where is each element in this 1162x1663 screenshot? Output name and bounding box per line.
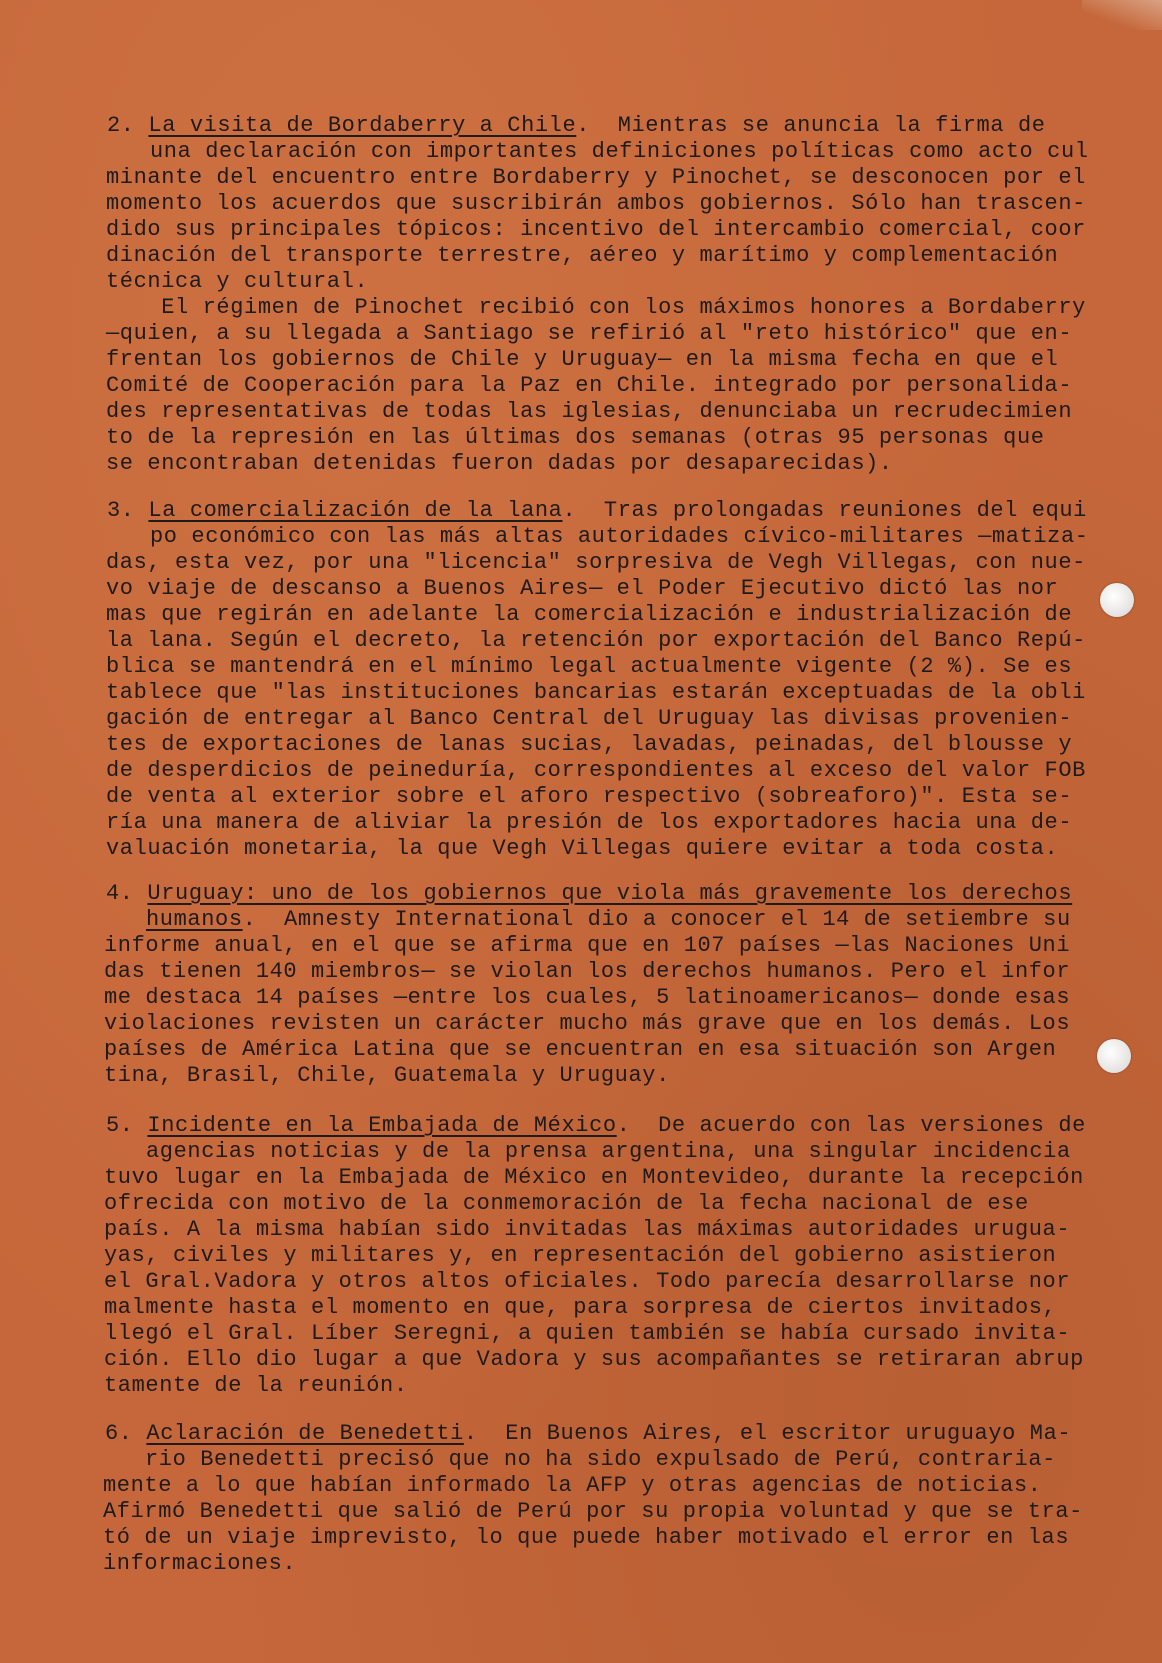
paragraph-line: to de la represión en las últimas dos semanas (otras 95 personas que [106,425,1045,450]
section-title-continued: humanos [146,907,243,932]
paragraph-line: mente a lo que habían informado la AFP y otras agencias de noticias. [103,1473,1042,1498]
paragraph-line: ría una manera de aliviar la presión de los exportadores hacia una de- [106,810,1073,835]
section-first-line-text: . Tras prolongadas reuniones del equi [562,498,1087,523]
section-title: La visita de Bordaberry a Chile [148,113,577,138]
paragraph-line: tes de exportaciones de lanas sucias, lavadas, peinadas, del blousse y [106,732,1073,757]
paragraph-line: técnica y cultural. [106,269,369,294]
paragraph-line: tuvo lugar en la Embajada de México en Montevideo, durante la recepción [104,1165,1084,1190]
section-first-line-text: . Amnesty International dio a conocer el 14 de setiembre su [242,907,1071,932]
section-title: Incidente en la Embajada de México [147,1113,617,1138]
paragraph-line: —quien, a su llegada a Santiago se refirió al "reto histórico" que en- [106,321,1073,346]
paragraph-line: dinación del transporte terrestre, aéreo y marítimo y complementación [106,243,1059,268]
paragraph-line: la lana. Según el decreto, la retención por exportación del Banco Repú- [106,628,1086,653]
paragraph-line: una declaración con importantes definiciones políticas como acto cul [150,139,1089,164]
paragraph-line: malmente hasta el momento en que, para sorpresa de ciertos invitados, [104,1295,1057,1320]
paragraph-line: das, esta vez, por una "licencia" sorpresiva de Vegh Villegas, con nue- [106,550,1086,575]
paragraph-line: tablece que "las instituciones bancarias estarán exceptuadas de la obli [106,680,1086,705]
section-heading-line [105,1421,1071,1447]
paragraph-line: Afirmó Benedetti que salió de Perú por su propia voluntad y que se tra- [103,1499,1083,1524]
paragraph-line: tó de un viaje imprevisto, lo que puede haber motivado el error en las [103,1525,1070,1550]
section-number: 4. [106,881,134,906]
paragraph-line: des representativas de todas las iglesias, denunciaba un recrudecimien [106,399,1073,424]
paragraph-line: el Gral.Vadora y otros altos oficiales. Todo parecía desarrollarse nor [104,1269,1071,1294]
section-number: 6. [105,1421,133,1446]
paragraph-line: se encontraban detenidas fueron dadas por desaparecidas). [106,451,893,476]
section-4 [0,881,1162,1088]
section-2 [0,113,1162,476]
paragraph-line: mas que regirán en adelante la comercialización e industrialización de [106,602,1073,627]
paragraph-line: blica se mantendrá en el mínimo legal actualmente vigente (2 %). Se es [106,654,1073,679]
paragraph-line: país. A la misma habían sido invitadas las máximas autoridades urugua- [104,1217,1071,1242]
spacer [135,498,149,523]
section-heading-line [106,1113,1086,1139]
paragraph-line: ofrecida con motivo de la conmemoración de la fecha nacional de ese [104,1191,1029,1216]
paragraph-line: valuación monetaria, la que Vegh Villegas quiere evitar a toda costa. [106,836,1059,861]
paragraph-line: El régimen de Pinochet recibió con los máximos honores a Bordaberry [106,295,1086,320]
section-number: 3. [107,498,135,523]
spacer [135,113,149,138]
section-6 [0,1421,1162,1576]
paragraph-line: momento los acuerdos que suscribirán ambos gobiernos. Sólo han trascen- [106,191,1086,216]
paragraph-line: informe anual, en el que se afirma que en 107 países —las Naciones Uni [104,933,1071,958]
paragraph-line: frentan los gobiernos de Chile y Uruguay— en la misma fecha en que el [106,347,1059,372]
section-title: Uruguay: uno de los gobiernos que viola más gravemente los derechos [147,881,1073,906]
spacer [133,1421,147,1446]
section-heading-line-2 [146,907,1071,933]
paragraph-line: informaciones. [103,1551,297,1576]
section-heading-line [107,498,1087,524]
paragraph-line: agencias noticias y de la prensa argentina, una singular incidencia [146,1139,1071,1164]
section-title: La comercialización de la lana [148,498,563,523]
page-corner-wear [1082,0,1162,30]
section-heading-line [106,881,1072,907]
paragraph-line: dido sus principales tópicos: incentivo del intercambio comercial, coor [106,217,1086,242]
section-first-line-text: . Mientras se anuncia la firma de [576,113,1046,138]
section-title: Aclaración de Benedetti [146,1421,464,1446]
paragraph-line: yas, civiles y militares y, en representación del gobierno asistieron [104,1243,1057,1268]
paragraph-line: po económico con las más altas autoridades cívico-militares —matiza- [150,524,1089,549]
paragraph-line: de desperdicios de peineduría, correspondientes al exceso del valor FOB [106,758,1086,783]
spacer [134,1113,148,1138]
paragraph-line: ción. Ello dio lugar a que Vadora y sus acompañantes se retiraran abrup [104,1347,1084,1372]
paragraph-line: minante del encuentro entre Bordaberry y Pinochet, se desconocen por el [106,165,1086,190]
paragraph-line: tamente de la reunión. [104,1373,408,1398]
punch-hole [1100,583,1134,617]
paragraph-line: me destaca 14 países —entre los cuales, 5 latinoamericanos— donde esas [104,985,1071,1010]
section-number: 5. [106,1113,134,1138]
paragraph-line: rio Benedetti precisó que no ha sido expulsado de Perú, contraria- [145,1447,1056,1472]
paragraph-line: das tienen 140 miembros— se violan los derechos humanos. Pero el infor [104,959,1071,984]
paragraph-line: de venta al exterior sobre el aforo respectivo (sobreaforo)". Esta se- [106,784,1073,809]
punch-hole [1097,1039,1131,1073]
section-first-line-text: . De acuerdo con las versiones de [616,1113,1086,1138]
paragraph-line: violaciones revisten un carácter mucho más grave que en los demás. Los [104,1011,1071,1036]
section-5 [0,1113,1162,1398]
section-3 [0,498,1162,861]
paragraph-line: gación de entregar al Banco Central del Uruguay las divisas provenien- [106,706,1073,731]
paragraph-line: tina, Brasil, Chile, Guatemala y Uruguay. [104,1063,670,1088]
paragraph-line: vo viaje de descanso a Buenos Aires— el Poder Ejecutivo dictó las nor [106,576,1059,601]
paragraph-line: países de América Latina que se encuentran en esa situación son Argen [104,1037,1057,1062]
section-number: 2. [107,113,135,138]
section-heading-line [107,113,1046,139]
paragraph-line: llegó el Gral. Líber Seregni, a quien también se había cursado invita- [104,1321,1071,1346]
section-first-line-text: . En Buenos Aires, el escritor uruguayo Ma- [463,1421,1072,1446]
paragraph-line: Comité de Cooperación para la Paz en Chile. integrado por personalida- [106,373,1073,398]
spacer [134,881,148,906]
